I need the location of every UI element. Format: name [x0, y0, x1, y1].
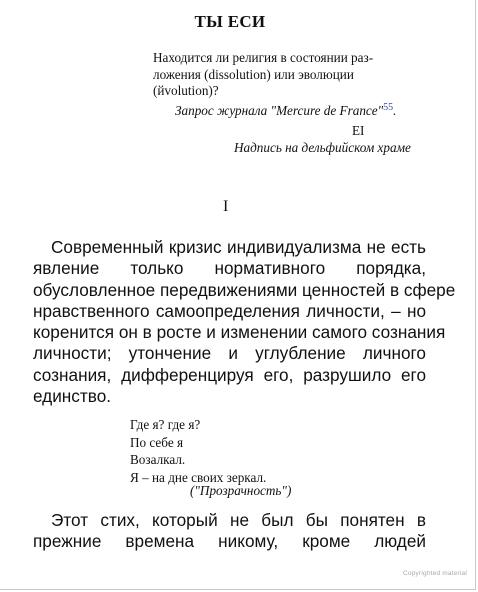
epigraph-attribution	[175, 102, 430, 119]
paragraph-line: Этот стих, который не был бы понятен в	[51, 510, 426, 530]
poem-line: Возалкал.	[130, 452, 186, 468]
epigraph-attribution-text: Запрос журнала "Mercure de France"	[175, 103, 384, 118]
paragraph-line: сознания, дифференцируя его, разрушило его	[33, 364, 426, 385]
paragraph-line: явление только нормативного порядка,	[33, 258, 426, 279]
epigraph-line: (йvolution)?	[153, 83, 219, 98]
poem-line: По себе я	[130, 434, 184, 450]
delphic-epigraph-attribution: Надпись на дельфийском храме	[234, 140, 411, 155]
epigraph-attribution-dot: .	[393, 103, 397, 118]
section-number: I	[223, 198, 229, 215]
paragraph-line: единство.	[33, 386, 112, 407]
copyright-watermark: Copyrighted material	[403, 570, 467, 577]
paragraph-line: коренится он в росте и изменении самого сознания	[33, 322, 446, 343]
paragraph-line: обусловленное передвижениями ценностей в сфере	[33, 279, 456, 300]
paragraph-line: личности; утончение и углубление личного	[33, 343, 426, 364]
paragraph-line: прежние времена никому, кроме людей	[33, 531, 426, 552]
body-paragraph	[33, 237, 456, 407]
body-paragraph	[33, 510, 426, 553]
delphic-epigraph: ЕI	[352, 123, 365, 138]
paragraph-line: Современный кризис индивидуализма не есть	[51, 237, 426, 257]
epigraph-line: ложения (dissolution) или эволюции	[153, 66, 354, 82]
poem-line: Я – на дне своих зеркал.	[130, 470, 267, 486]
poem-attribution: ("Прозрачность")	[190, 483, 292, 498]
footnote-link[interactable]: 55	[383, 102, 394, 113]
poem-line: Где я? где я?	[130, 417, 201, 432]
poem-quote	[130, 416, 266, 487]
paragraph-line: нравственного самоопределения личности, – но	[33, 300, 426, 321]
epigraph-line: Находится ли религия в состоянии раз-	[153, 50, 374, 65]
epigraph-quote	[153, 50, 403, 100]
chapter-title: ТЫ ЕСИ	[194, 12, 266, 31]
